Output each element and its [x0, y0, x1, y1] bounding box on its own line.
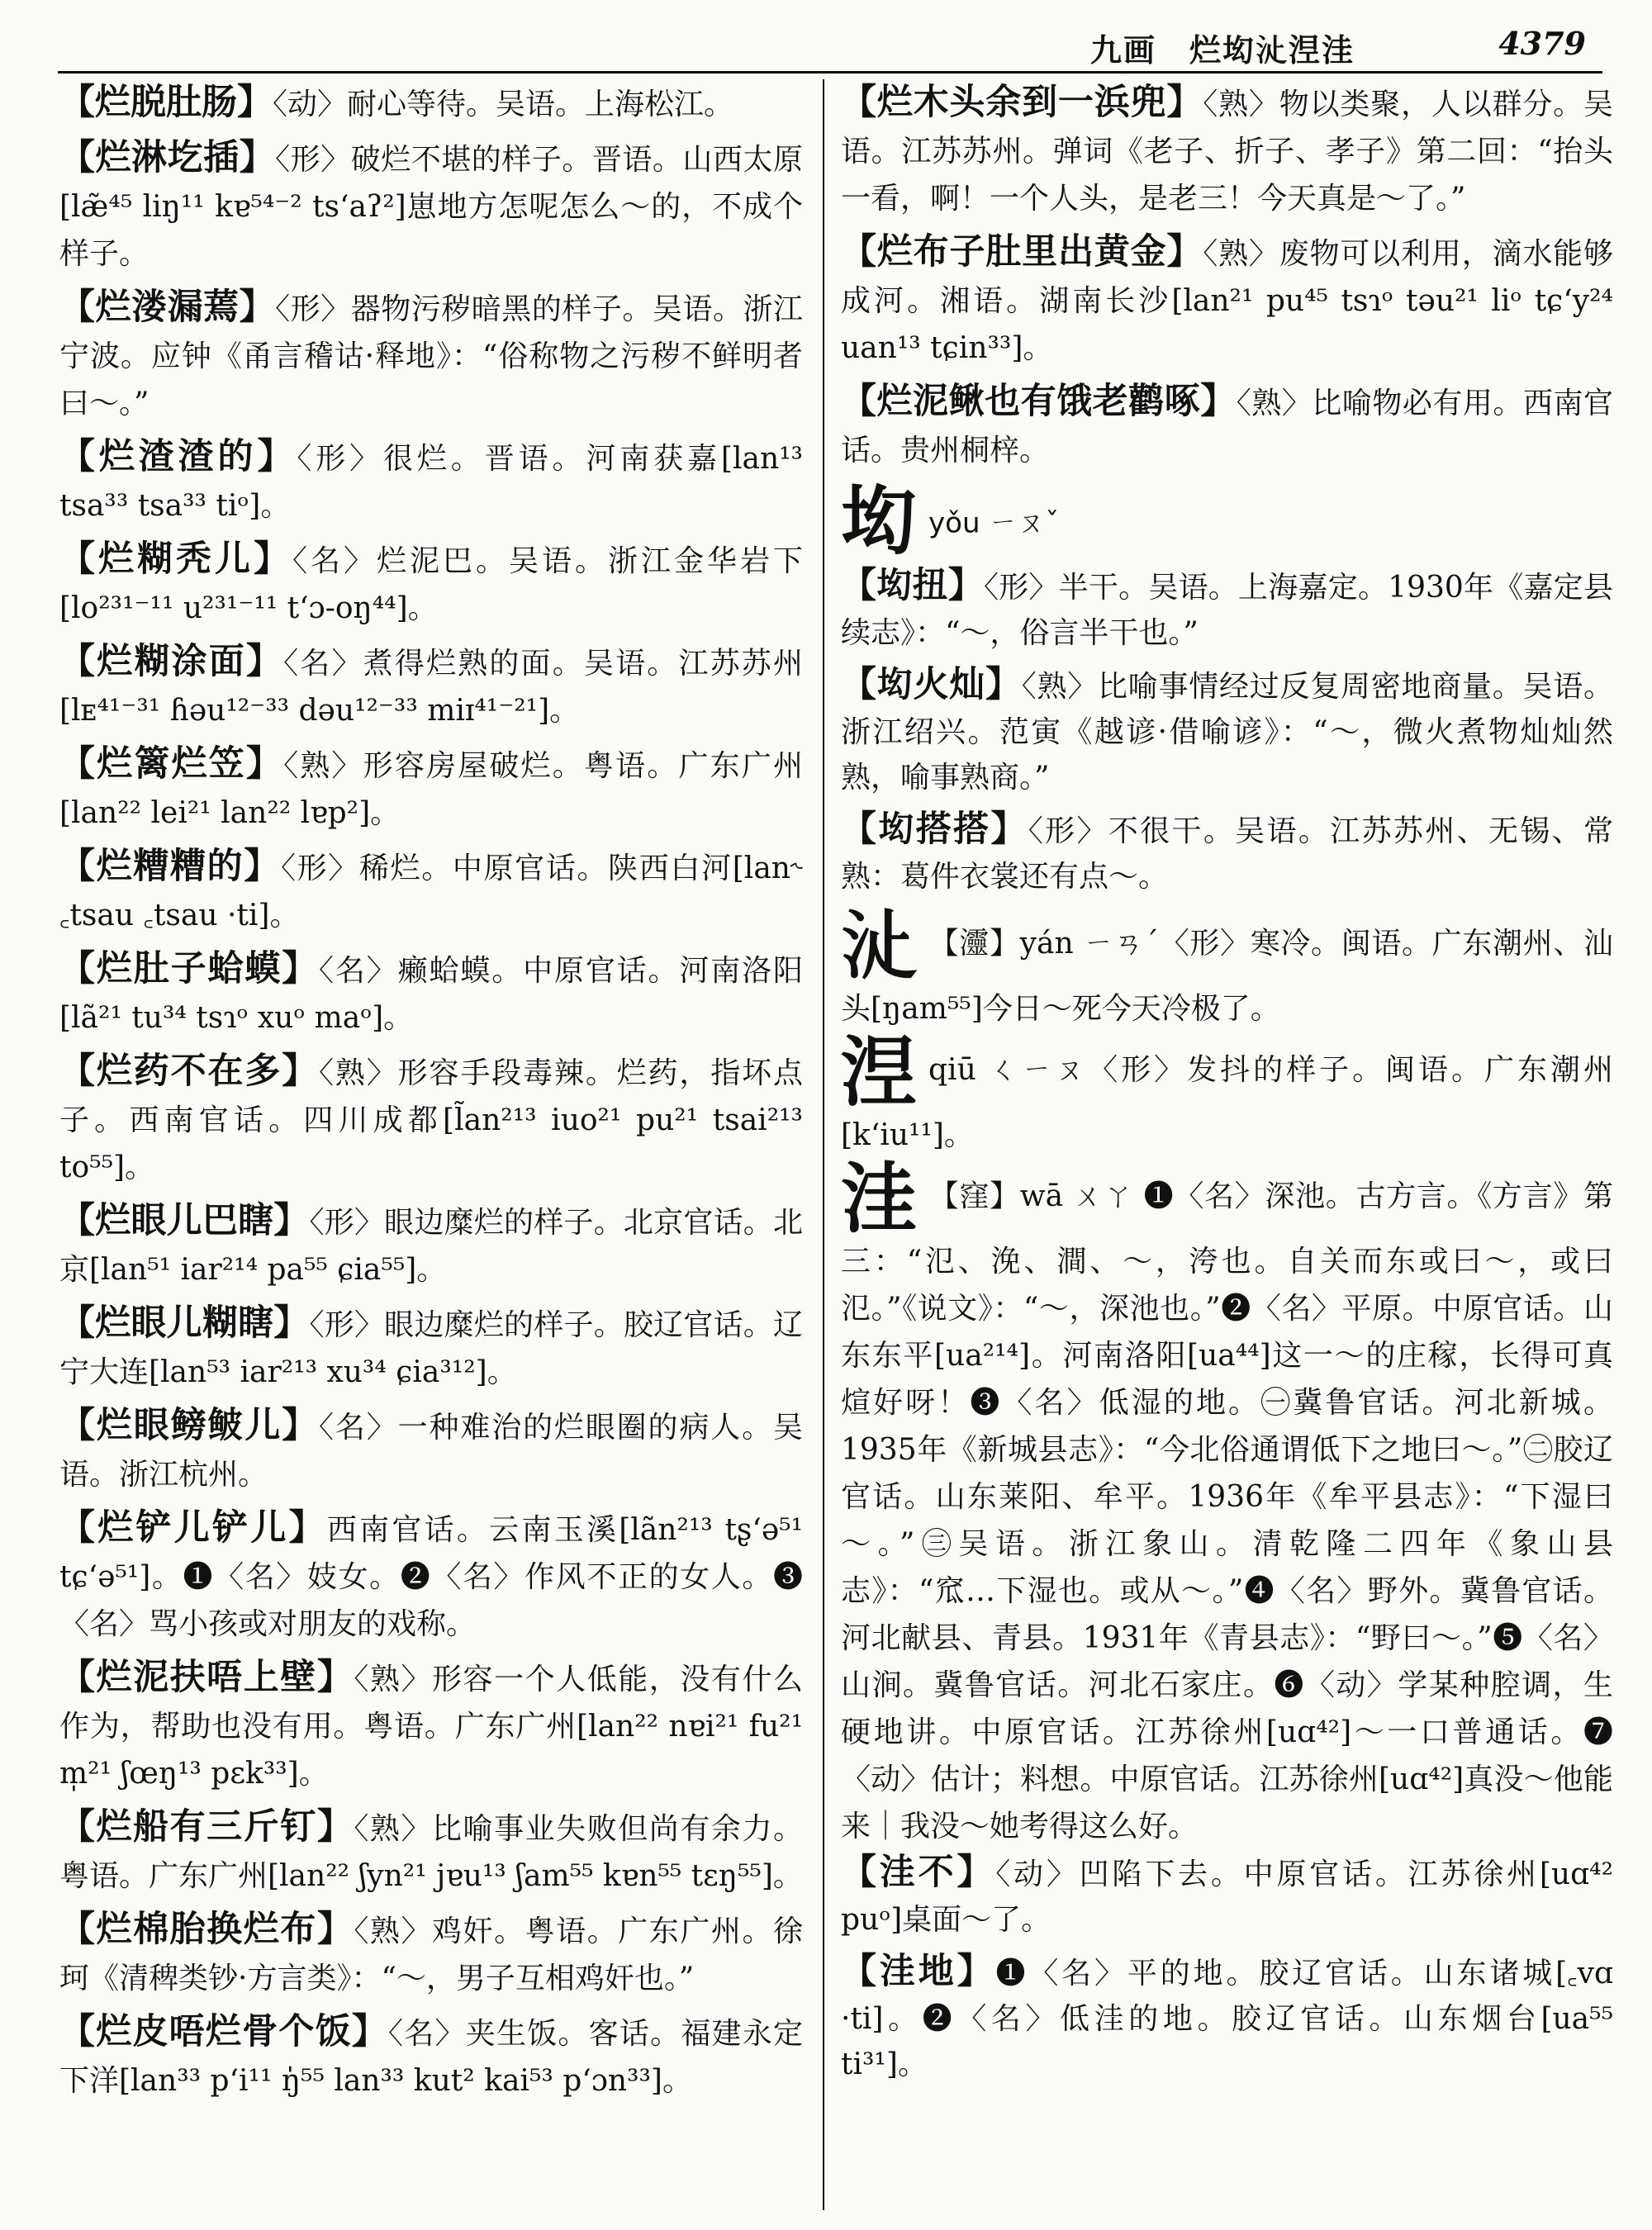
definition: 〈熟〉废物可以利用，滴水能够成河。湘语。湖南长沙[lan²¹ pu⁴⁵ tsɿᵒ təu²¹ liᵒ tɕ‘y²⁴ uan¹³ tɕin³³]。 — [841, 237, 1613, 365]
dictionary-entry — [59, 1300, 803, 1396]
headword: 【烂眼鳑鲏儿】 — [59, 1405, 320, 1446]
running-header — [58, 21, 1602, 74]
pinyin: yǒu ㄧㄡˇ — [928, 506, 1060, 540]
headword: 【㘭火灿】 — [841, 664, 1022, 705]
headword: 【烂肚子蛤蟆】 — [59, 948, 320, 989]
definition: 〈熟〉比喻事业失败但尚有余力。粤语。广东广州[lan²² ʃyn²¹ jɐu¹³ ʃam⁵⁵ kɐn⁵⁵ tɛŋ⁵⁵]。 — [59, 1812, 803, 1893]
dictionary-entry — [841, 1949, 1613, 2087]
dictionary-entry — [59, 1804, 803, 1900]
definition: 〈形〉稀烂。中原官话。陕西白河[lan˞ ꜀tsau ꜀tsau ·ti]。 — [59, 852, 803, 932]
dictionary-entry — [59, 1505, 803, 1648]
definition: 〈熟〉比喻物必有用。西南官话。贵州桐梓。 — [841, 387, 1613, 467]
headword: 【烂糊涂面】 — [59, 641, 284, 682]
dictionary-entry — [59, 2009, 803, 2104]
definition: 〈熟〉比喻事情经过反复周密地商量。吴语。浙江绍兴。范寅《越谚·借喻谚》：“～，微火煮物灿灿然熟，喻事熟商。” — [841, 670, 1613, 795]
page-number: 4379 — [1498, 25, 1586, 62]
headword: 【烂布子肚里出黄金】 — [841, 231, 1203, 273]
dictionary-entry — [841, 563, 1613, 656]
character-heading — [841, 476, 1613, 565]
definition: 西南官话。云南玉溪[lãn²¹³ tʂ‘ə⁵¹ tɕ‘ə⁵¹]。❶〈名〉妓女。❷〈名〉作风不正的女人。❸〈名〉骂小孩或对朋友的戏称。 — [59, 1513, 804, 1641]
definition: 〈形〉不很干。吴语。江苏苏州、无锡、常熟：葛件衣裳还有点～。 — [841, 814, 1613, 894]
definition: 〈名〉夹生饭。客话。福建永定下洋[lan³³ p‘i¹¹ ŋ̍⁵⁵ lan³³ kut² kai⁵³ p‘ɔn³³]。 — [59, 2017, 803, 2098]
headword: 【洼不】 — [841, 1852, 996, 1893]
definition: 〈熟〉物以类聚，人以群分。吴语。江苏苏州。弹词《老子、折子、孝子》第二回：“抬头一看，啊！一个人头，是老三！今天真是～了。” — [841, 88, 1613, 216]
character-entry — [841, 901, 1613, 1032]
dictionary-entry — [59, 1048, 803, 1191]
definition: 〈动〉耐心等待。吴语。上海松江。 — [273, 88, 734, 121]
headword: 【烂糟糟的】 — [59, 846, 281, 887]
dictionary-entry — [59, 1198, 803, 1293]
definition: 〈名〉癞蛤蟆。中原官话。河南洛阳[lã²¹ tu³⁴ tsɿᵒ xuᵒ maᵒ]。 — [59, 954, 803, 1035]
headword: 【㘭扭】 — [841, 565, 984, 606]
dictionary-entry — [841, 378, 1613, 474]
dictionary-entry — [841, 807, 1613, 899]
head-character: 𣵀 — [841, 1027, 918, 1117]
definition: 〈熟〉形容一个人低能，没有什么作为，帮助也没有用。粤语。广东广州[lan²² nɐi²¹ fu²¹ m̩²¹ ʃœŋ¹³ pɛk³³]。 — [59, 1663, 803, 1791]
headword: 【烂棉胎换烂布】 — [59, 1909, 354, 1950]
dictionary-entry — [59, 1402, 803, 1498]
definition: 〈名〉煮得烂熟的面。吴语。江苏苏州[lᴇ⁴¹⁻³¹ ɦəu¹²⁻³³ dəu¹²⁻³³ miɪ⁴¹⁻²¹]。 — [59, 647, 803, 728]
dictionary-entry — [59, 284, 803, 427]
head-character: 洼 — [841, 1154, 918, 1243]
dictionary-entry — [59, 434, 803, 529]
headword: 【烂篱烂笠】 — [59, 743, 284, 785]
definition: 【𤅷】yán ㄧㄢˊ〈形〉寒冷。闽语。广东潮州、汕头[ŋam⁵⁵]今日～死今天冷极了。 — [841, 927, 1613, 1026]
dictionary-entry — [59, 1906, 803, 2002]
dictionary-entry — [841, 229, 1613, 372]
character-entry — [841, 1027, 1613, 1159]
definition: 【窪】wā ㄨㄚ ❶〈名〉深池。古方言。《方言》第三：“氾、浼、澗、～，洿也。自关而东或曰～，或曰氾。”《说文》：“～，深池也。”❷〈名〉平原。中原官话。山东东平[ua²¹⁴]。河南洛阳[ua⁴⁴]这一～的庄稼，长得可真煊好呀！❸〈名〉低湿的地。㊀冀鲁官话。河北新城。1935年《新城县志》：“今北俗通谓低下之地曰～。”㊁胶辽官话。山东莱阳、牟平。1936年《牟平县志》：“下湿曰～。”㊂吴语。浙江象山。清乾隆二四年《象山县志》：“窊…下湿也。或从～。”❹〈名〉野外。冀鲁官话。河北献县、青县。1931年《青县志》：“野曰～。”❺〈名〉山涧。冀鲁官话。河北石家庄。❻〈动〉学某种腔调，生硬地讲。中原官话。江苏徐州[uɑ⁴²]～一口普通话。❼〈动〉估计；料想。中原官话。江苏徐州[uɑ⁴²]真没～他能来｜我没～她考得这么好。 — [841, 1179, 1613, 1843]
headword: 【烂眼儿糊瞎】 — [59, 1302, 310, 1344]
right-column — [841, 79, 1613, 2094]
head-character: 𣲓 — [841, 901, 918, 990]
definition: 〈名〉一种难治的烂眼圈的病人。吴语。浙江杭州。 — [59, 1411, 803, 1492]
column-divider — [823, 79, 824, 2210]
definition: 〈熟〉形容房屋破烂。粤语。广东广州[lan²² lei²¹ lan²² lɐp²]。 — [59, 749, 803, 830]
dictionary-entry — [841, 662, 1613, 800]
dictionary-entry — [59, 135, 803, 278]
headword: 【烂药不在多】 — [59, 1051, 320, 1092]
definition: 〈形〉眼边糜烂的样子。胶辽官话。辽宁大连[lan⁵³ iar²¹³ xu³⁴ ɕia³¹²]。 — [59, 1308, 803, 1389]
dictionary-entry — [59, 741, 803, 837]
definition: 〈熟〉形容手段毒辣。烂药，指坏点子。西南官话。四川成都[l̃an²¹³ iuo²¹ pu²¹ tsai²¹³ to⁵⁵]。 — [59, 1056, 803, 1184]
dictionary-entry — [841, 79, 1613, 222]
definition: 〈形〉眼边糜烂的样子。北京官话。北京[lan⁵¹ iar²¹⁴ pa⁵⁵ ɕia⁵⁵]。 — [59, 1206, 803, 1287]
headword: 【烂木头余到一浜兜】 — [841, 82, 1203, 123]
left-column — [59, 79, 803, 2111]
definition: 〈动〉凹陷下去。中原官话。江苏徐州[uɑ⁴² puᵒ]桌面～了。 — [841, 1858, 1614, 1937]
definition: 〈形〉很烂。晋语。河南获嘉[lan¹³ tsa³³ tsa³³ tiᵒ]。 — [59, 442, 803, 523]
headword: 【烂眼儿巴瞎】 — [59, 1200, 310, 1241]
definition: 〈名〉烂泥巴。吴语。浙江金华岩下[lo²³¹⁻¹¹ u²³¹⁻¹¹ t‘ɔ-oŋ⁴⁴]。 — [59, 544, 803, 625]
definition: ❶〈名〉平的地。胶辽官话。山东诸城[꜀vɑ ·ti]。❷〈名〉低洼的地。胶辽官话。山东烟台[ua⁵⁵ ti³¹]。 — [841, 1957, 1613, 2081]
headword: 【烂泥扶唔上壁】 — [59, 1657, 354, 1698]
dictionary-entry — [59, 638, 803, 734]
dictionary-entry — [59, 946, 803, 1041]
headword: 【烂渣渣的】 — [59, 436, 297, 477]
character-entry — [841, 1154, 1613, 1850]
headword: 【烂泥鳅也有饿老鹳啄】 — [841, 381, 1237, 422]
dictionary-entry — [59, 843, 803, 939]
dictionary-entry — [841, 1850, 1613, 1943]
headword: 【烂淋圪插】 — [59, 137, 276, 178]
headword: 【烂糊秃儿】 — [59, 539, 292, 580]
definition: qiū ㄑㄧㄡ〈形〉发抖的样子。闽语。广东潮州[k‘iu¹¹]。 — [841, 1053, 1613, 1152]
dictionary-entry — [59, 1654, 803, 1797]
definition: 〈形〉半干。吴语。上海嘉定。1930年《嘉定县续志》：“～，俗言半干也。” — [841, 571, 1613, 650]
header-title: 九画 烂㘭𣲓𣵀洼 — [1089, 31, 1355, 69]
headword: 【㘭搭搭】 — [841, 809, 1028, 850]
definition: 〈形〉器物污秽暗黑的样子。吴语。浙江宁波。应钟《甬言稽诂·释地》：“俗称物之污秽不鲜明者曰～。” — [59, 292, 803, 420]
definition: 〈熟〉鸡奸。粤语。广东广州。徐珂《清稗类钞·方言类》：“～，男子互相鸡奸也。” — [59, 1914, 803, 1995]
headword: 【烂铲儿铲儿】 — [59, 1507, 327, 1549]
headword: 【洼地】 — [841, 1951, 996, 1992]
definition: 〈形〉破烂不堪的样子。晋语。山西太原[læ̃⁴⁵ liŋ¹¹ kɐ⁵⁴⁻² ts‘aʔ²]崽地方怎呢怎么～的，不成个样子。 — [59, 143, 803, 271]
headword: 【烂皮唔烂骨个饭】 — [59, 2011, 389, 2052]
dictionary-entry — [59, 536, 803, 632]
head-character: 㘭 — [841, 476, 918, 565]
headword: 【烂溇漏蔫】 — [59, 287, 276, 328]
headword: 【烂船有三斤钉】 — [59, 1806, 354, 1848]
dictionary-entry — [59, 79, 803, 128]
headword: 【烂脱肚肠】 — [59, 82, 273, 123]
